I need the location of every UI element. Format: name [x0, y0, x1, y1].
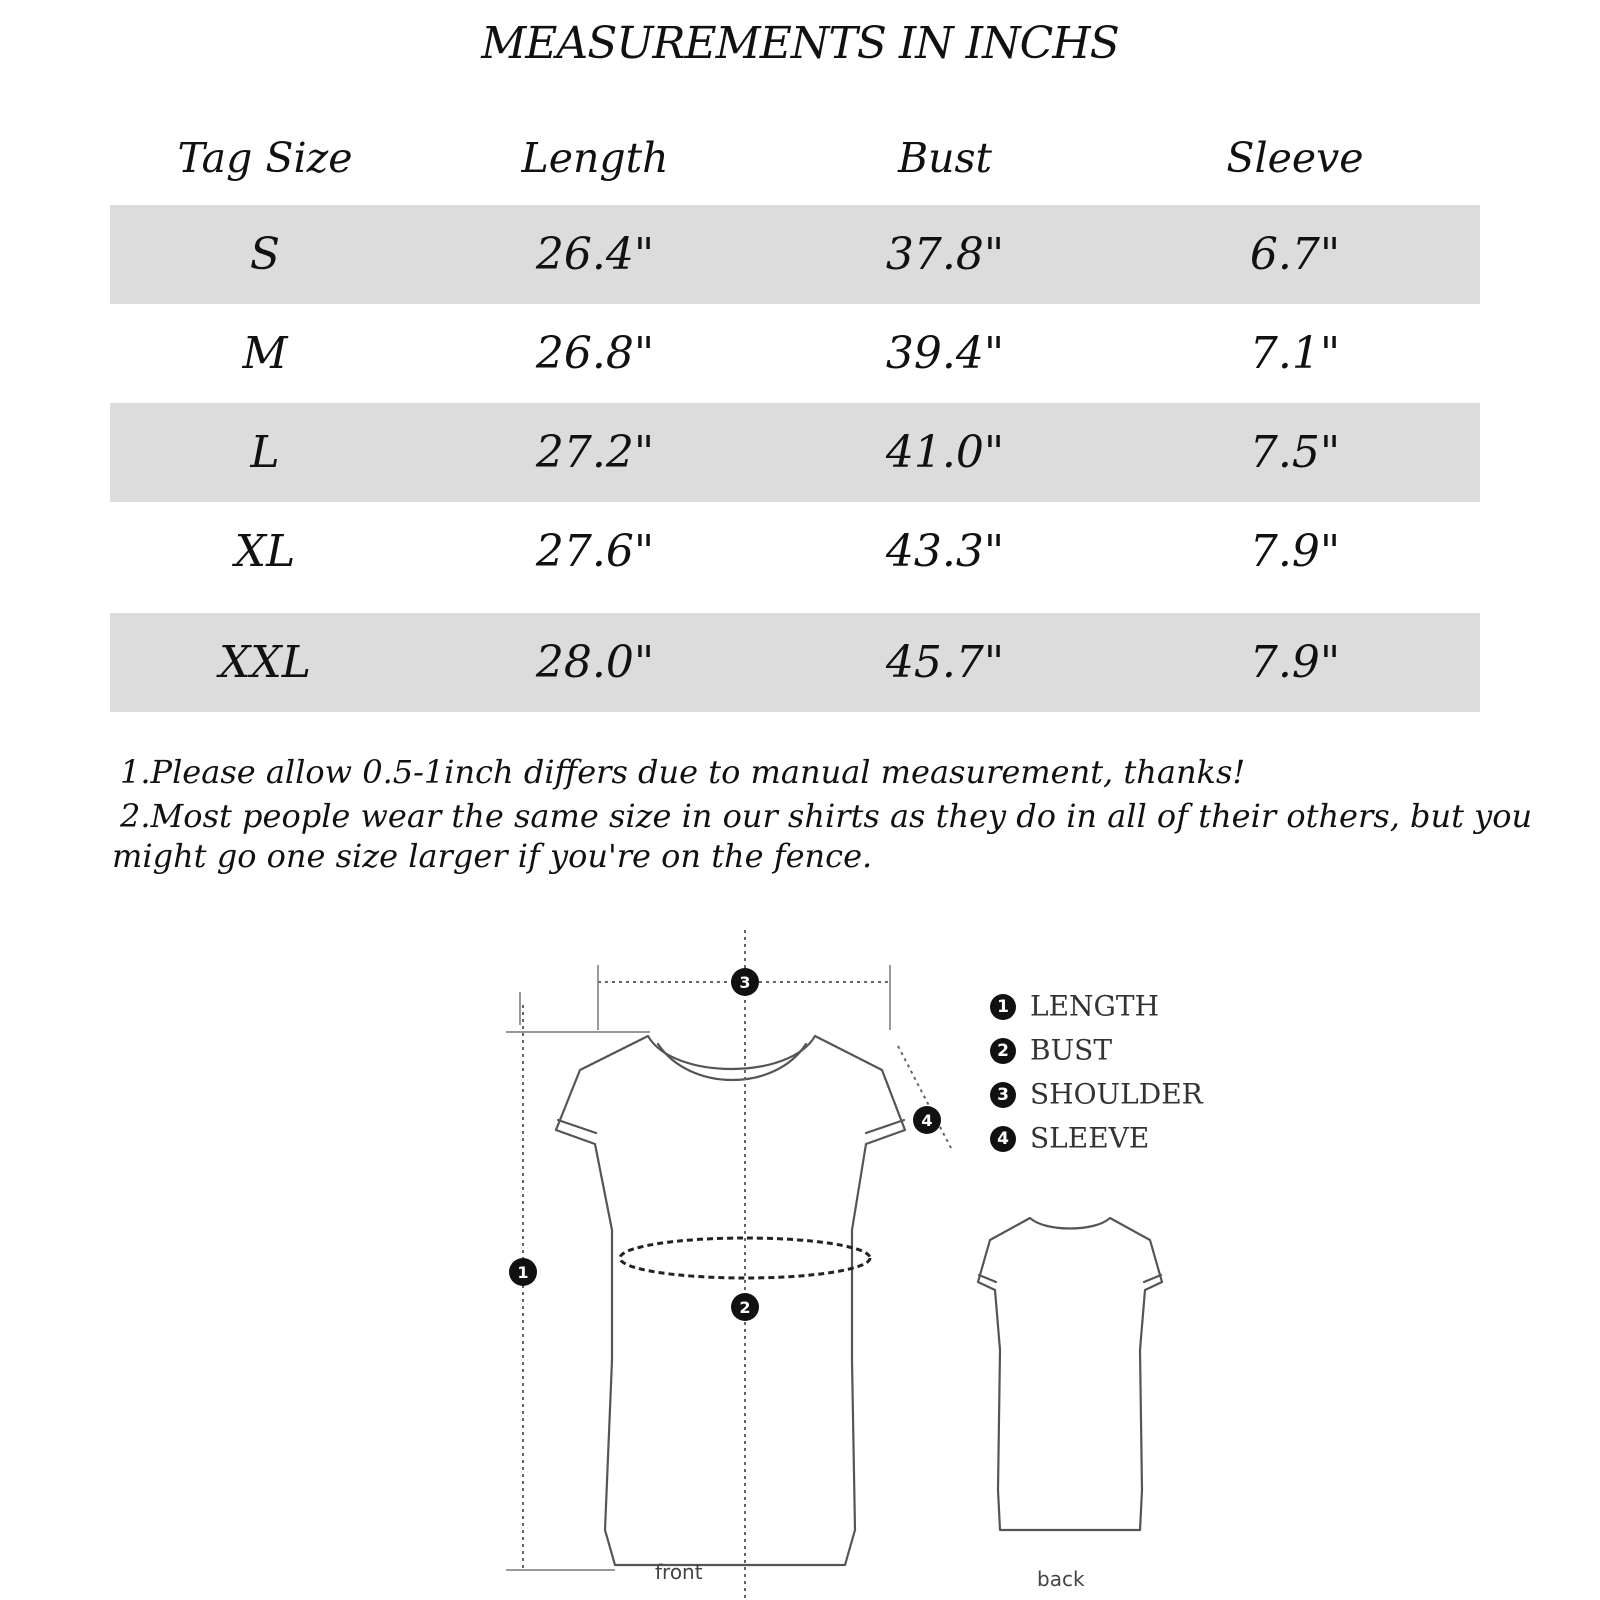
length-cell: 27.6" — [535, 526, 655, 577]
header-length: Length — [521, 134, 669, 182]
legend-label: SLEEVE — [1030, 1121, 1150, 1155]
legend-length — [990, 988, 1159, 1022]
front-label: front — [655, 1560, 703, 1584]
size-cell: S — [249, 229, 281, 280]
marker-length — [509, 1258, 537, 1286]
legend-shoulder — [990, 1076, 1203, 1110]
page-title: MEASUREMENTS IN INCHS — [481, 18, 1119, 69]
table-row — [110, 613, 1480, 712]
legend-bust — [990, 1032, 1112, 1066]
number-badge: 1 — [990, 994, 1016, 1020]
size-cell: XL — [234, 526, 296, 577]
svg-text:4: 4 — [921, 1111, 933, 1130]
number-badge: 2 — [990, 1038, 1016, 1064]
bust-cell: 43.3" — [885, 526, 1005, 577]
sleeve-cell: 6.7" — [1249, 229, 1341, 280]
size-cell: L — [250, 427, 280, 478]
tshirt-illustration — [0, 930, 1600, 1600]
sleeve-cell: 7.9" — [1249, 526, 1341, 577]
legend-label: SHOULDER — [1030, 1077, 1203, 1111]
sleeve-cell: 7.5" — [1249, 427, 1341, 478]
length-cell: 26.4" — [535, 229, 655, 280]
size-cell: M — [242, 328, 288, 379]
header-bust: Bust — [897, 134, 993, 182]
legend-label: BUST — [1030, 1033, 1113, 1067]
bust-cell: 41.0" — [885, 427, 1005, 478]
note-1: 1.Please allow 0.5-1inch differs due to manual measurement, thanks! — [120, 753, 1246, 791]
number-badge: 3 — [990, 1082, 1016, 1108]
svg-text:1: 1 — [517, 1263, 529, 1282]
table-row — [110, 304, 1480, 403]
bust-cell: 39.4" — [885, 328, 1005, 379]
table-row — [110, 502, 1480, 601]
legend-sleeve — [990, 1120, 1149, 1154]
number-badge: 4 — [990, 1126, 1016, 1152]
bust-cell: 37.8" — [885, 229, 1005, 280]
marker-bust — [731, 1293, 759, 1321]
length-cell: 28.0" — [535, 637, 655, 688]
tshirt-measurement-diagram — [0, 930, 1600, 1600]
sleeve-cell: 7.1" — [1249, 328, 1341, 379]
note-2: 2.Most people wear the same size in our shirts as they do in all of their others, but you might go one size larger if you're on the fence. — [112, 797, 1533, 875]
length-cell: 27.2" — [535, 427, 655, 478]
header-tag-size: Tag Size — [177, 134, 353, 182]
length-cell: 26.8" — [535, 328, 655, 379]
marker-sleeve — [913, 1106, 941, 1134]
back-label: back — [1037, 1567, 1085, 1591]
size-cell: XXL — [219, 637, 311, 688]
header-sleeve: Sleeve — [1226, 134, 1364, 182]
legend-label: LENGTH — [1030, 989, 1159, 1023]
table-row — [110, 205, 1480, 304]
svg-text:2: 2 — [739, 1298, 751, 1317]
marker-shoulder — [731, 968, 759, 996]
bust-cell: 45.7" — [885, 637, 1005, 688]
table-row — [110, 403, 1480, 502]
sleeve-cell: 7.9" — [1249, 637, 1341, 688]
svg-text:3: 3 — [739, 973, 751, 992]
